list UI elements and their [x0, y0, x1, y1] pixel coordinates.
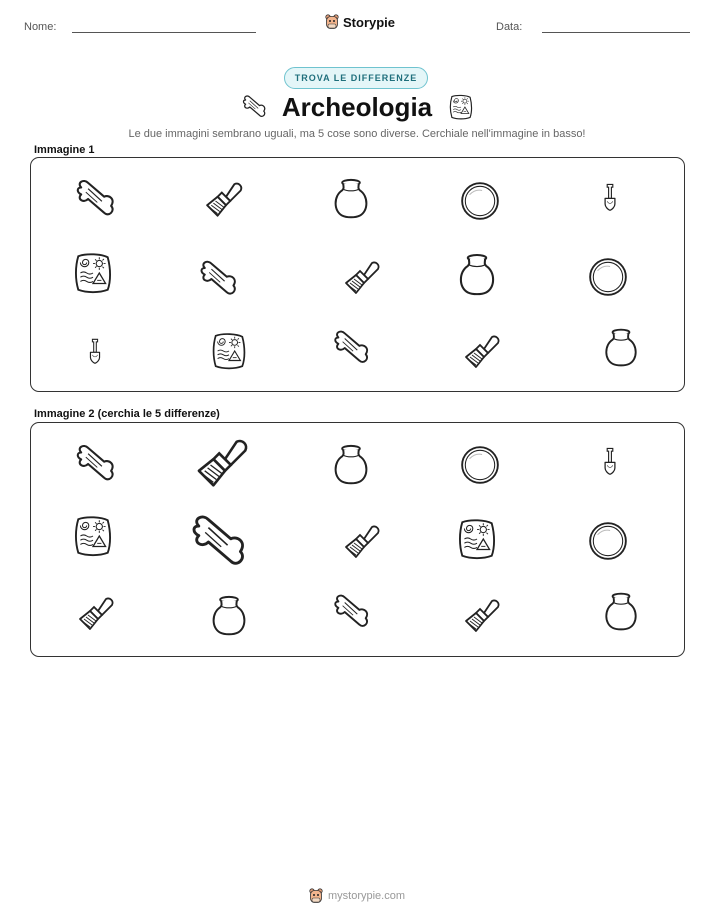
brush-icon[interactable] — [196, 432, 254, 498]
coin-icon[interactable] — [587, 520, 629, 562]
date-label: Data: — [496, 21, 523, 33]
pot-icon[interactable] — [329, 440, 373, 488]
pot-icon[interactable] — [600, 588, 642, 634]
pot-icon — [454, 250, 500, 298]
bone-icon — [196, 256, 240, 302]
brush-icon — [344, 256, 384, 302]
pot-icon — [600, 324, 642, 370]
brush-icon[interactable] — [78, 592, 118, 638]
bone-icon[interactable] — [330, 590, 372, 634]
footer-url[interactable]: mystorypie.com — [327, 890, 406, 902]
brush-icon[interactable] — [464, 594, 504, 640]
brush-icon — [464, 330, 504, 376]
name-line[interactable] — [72, 32, 256, 33]
bear-mascot-icon — [325, 14, 339, 30]
worksheet-type-badge: TROVA LE DIFFERENZE — [284, 67, 428, 89]
instructions: Le due immagini sembrano uguali, ma 5 cose sono diverse. Cerchiale nell'immagine in basso! — [128, 128, 586, 140]
coin-icon[interactable] — [459, 444, 501, 486]
pot-icon[interactable] — [207, 592, 251, 638]
page-title: Archeologia — [281, 92, 433, 122]
brand-name: Storypie — [343, 14, 396, 30]
tablet-icon[interactable] — [72, 514, 114, 558]
bone-icon — [72, 176, 118, 222]
shovel-icon[interactable] — [596, 436, 624, 486]
bone-icon[interactable] — [186, 510, 250, 574]
pot-icon — [329, 174, 373, 222]
date-line[interactable] — [542, 32, 690, 33]
brush-icon — [205, 178, 247, 224]
bone-icon — [330, 326, 372, 370]
tablet-icon — [448, 93, 474, 121]
tablet-icon — [72, 251, 114, 295]
bear-mascot-icon — [309, 888, 323, 904]
image1-label: Immagine 1 — [34, 144, 95, 156]
image2-label: Immagine 2 (cerchia le 5 differenze) — [34, 408, 220, 420]
name-label: Nome: — [24, 21, 57, 33]
brand-logo — [325, 14, 395, 30]
tablet-icon — [210, 328, 248, 374]
coin-icon — [587, 256, 629, 298]
brush-icon[interactable] — [344, 520, 384, 566]
footer — [0, 888, 714, 904]
shovel-icon — [596, 172, 624, 222]
coin-icon — [459, 180, 501, 222]
tablet-icon[interactable] — [456, 517, 498, 561]
bone-icon[interactable] — [72, 441, 118, 487]
shovel-icon — [82, 326, 108, 376]
